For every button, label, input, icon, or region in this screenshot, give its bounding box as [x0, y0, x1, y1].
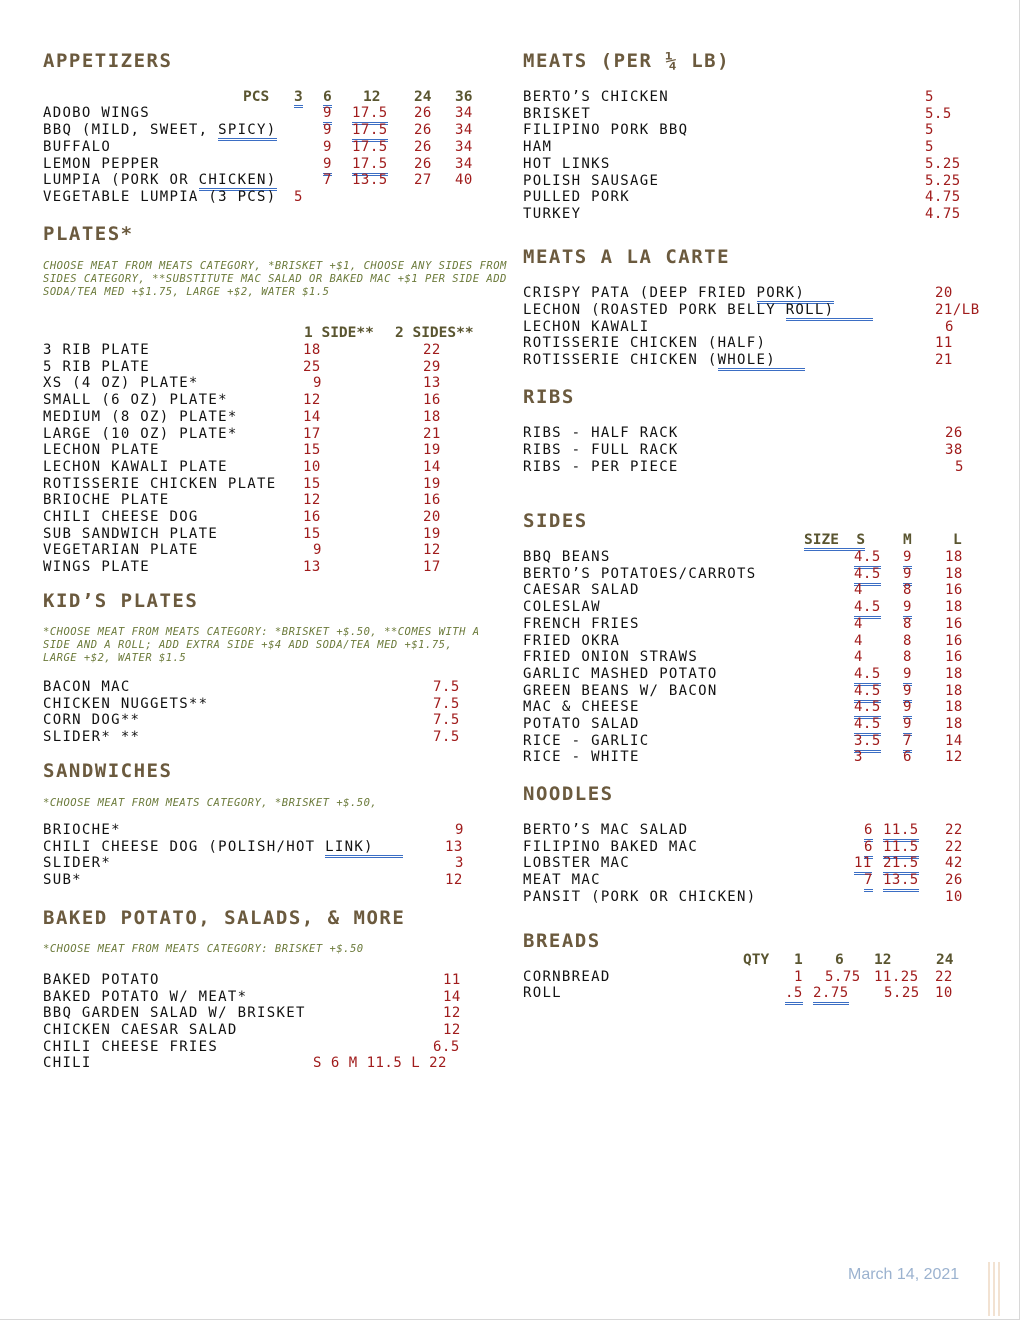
item-name: CAESAR SALAD	[523, 582, 640, 599]
price: 13	[303, 559, 321, 576]
item-name: FRIED OKRA	[523, 632, 621, 649]
price: 5	[294, 189, 303, 205]
kids-heading: KID’S PLATES	[43, 590, 199, 612]
price: 16	[945, 632, 963, 649]
item-name: RIBS - HALF RACK	[523, 425, 679, 441]
price: 9	[323, 105, 332, 125]
price: 12	[445, 872, 463, 888]
price: 29	[423, 358, 441, 375]
item-name: RICE - WHITE	[523, 749, 640, 766]
price: 4.5	[854, 699, 881, 719]
price: 16	[303, 509, 321, 525]
price: 9	[455, 822, 464, 838]
sides-col-s: S	[856, 532, 866, 548]
price: 9	[903, 549, 912, 569]
price: 4.5	[854, 599, 881, 619]
price: 7.5	[433, 729, 460, 746]
item-name: POLISH SAUSAGE	[523, 172, 660, 189]
price: 18	[945, 665, 963, 682]
price: 12	[423, 542, 441, 559]
price: 19	[423, 525, 441, 542]
appetizers-col-36: 36	[455, 89, 473, 105]
price: 26	[414, 156, 432, 172]
sides-size-label: SIZE	[804, 532, 839, 548]
item-name: SLIDER* **	[43, 729, 141, 746]
price: 11	[935, 335, 953, 351]
item-name: BERTO’S MAC SALAD	[523, 822, 689, 838]
item-name: CHILI CHEESE DOG	[43, 509, 199, 525]
price: 34	[455, 105, 473, 121]
price: 17	[423, 559, 441, 576]
price: 10	[945, 888, 963, 905]
margin-rule	[998, 1262, 1000, 1316]
item-name: ROTISSERIE CHICKEN (WHOLE)	[523, 352, 805, 369]
price: 26	[945, 425, 963, 441]
price: 5.25	[925, 172, 961, 189]
price: .5	[785, 985, 803, 1005]
price: 2.75	[813, 985, 849, 1005]
price: 8	[903, 615, 912, 632]
appetizers-pcs-header: PCS	[243, 89, 270, 105]
price: 7	[903, 733, 912, 753]
price: 20	[423, 509, 441, 525]
price: 14	[303, 408, 321, 425]
price: 11.25	[874, 969, 919, 985]
item-name: WINGS PLATE	[43, 559, 151, 576]
item-name: BACON MAC	[43, 679, 131, 695]
item-name: BBQ GARDEN SALAD W/ BRISKET	[43, 1005, 306, 1022]
item-name: BUFFALO	[43, 139, 112, 155]
price: 12	[443, 1005, 461, 1022]
item-name: CORNBREAD	[523, 969, 611, 985]
price: 9	[903, 666, 912, 686]
kids-note: *CHOOSE MEAT FROM MEATS CATEGORY: *BRISKET +$.50, **COMES WITH A SIDE AND A ROLL; ADD EXTRA SIDE +$4 ADD SODA/TEA MED +$1.75, LARGE +$2, WATER $1.5	[43, 626, 480, 664]
item-name: MEDIUM (8 OZ) PLATE*	[43, 408, 238, 425]
price: 6	[864, 839, 873, 859]
price: 5	[955, 459, 964, 475]
breads-qty-header: QTY	[743, 952, 770, 968]
item-name: FILIPINO PORK BBQ	[523, 122, 689, 139]
item-name: VEGETABLE LUMPIA (3 PCS)	[43, 189, 277, 205]
item-name: LECHON KAWALI PLATE	[43, 458, 228, 475]
plates-col-2-sides: 2 SIDES**	[395, 325, 474, 341]
price: 4	[854, 582, 863, 599]
item-name: 3 RIB PLATE	[43, 342, 151, 358]
price: 19	[423, 442, 441, 459]
sandwiches-note: *CHOOSE MEAT FROM MEATS CATEGORY, *BRISKET +$.50,	[43, 797, 378, 809]
price: 21/LB	[935, 302, 980, 318]
price: 9	[903, 699, 912, 719]
price: 9	[903, 716, 912, 736]
price: 12	[303, 392, 321, 409]
item-name: BRIOCHE*	[43, 822, 121, 838]
item-name: FILIPINO BAKED MAC	[523, 838, 699, 855]
item-name: CHICKEN CAESAR SALAD	[43, 1022, 238, 1039]
price: 15	[303, 475, 321, 492]
item-name: PANSIT (PORK OR CHICKEN)	[523, 888, 757, 905]
price: 16	[945, 649, 963, 666]
price: 22	[423, 342, 441, 358]
price: 11	[854, 855, 872, 875]
item-name: LEMON PEPPER	[43, 156, 160, 172]
price: 12	[303, 492, 321, 509]
price: 34	[455, 122, 473, 138]
item-name: ADOBO WINGS	[43, 105, 151, 121]
item-name: LECHON (ROASTED PORK BELLY ROLL)	[523, 302, 873, 319]
item-name: POTATO SALAD	[523, 716, 640, 732]
price: 16	[423, 392, 441, 409]
item-name: BBQ BEANS	[523, 549, 611, 565]
price: 9	[323, 139, 332, 155]
price: 4.5	[854, 549, 881, 569]
price: 12	[443, 1022, 461, 1039]
appetizers-heading: APPETIZERS	[43, 50, 173, 72]
item-name: COLESLAW	[523, 599, 601, 616]
breads-heading: BREADS	[523, 930, 601, 952]
item-name: VEGETARIAN PLATE	[43, 542, 199, 559]
price: 11	[443, 972, 461, 988]
price: 13.5	[352, 172, 388, 188]
price: 22	[945, 822, 963, 838]
price: 3	[854, 749, 863, 766]
item-name: ROTISSERIE CHICKEN (HALF)	[523, 335, 767, 351]
price: 5	[925, 122, 934, 139]
price: 17.5	[352, 105, 388, 125]
price: 5.25	[884, 985, 920, 1001]
item-name: RIBS - PER PIECE	[523, 459, 679, 475]
item-name: MEAT MAC	[523, 872, 601, 889]
price: 8	[903, 649, 912, 666]
price: 7	[323, 172, 332, 188]
price: 3	[455, 855, 464, 871]
price: 8	[903, 632, 912, 649]
price: 22	[935, 969, 953, 985]
price: 8	[903, 582, 912, 599]
item-name: CRISPY PATA (DEEP FRIED PORK)	[523, 285, 834, 302]
item-name: 5 RIB PLATE	[43, 358, 151, 375]
price: 15	[303, 525, 321, 542]
carte-heading: MEATS A LA CARTE	[523, 246, 731, 268]
item-name: SMALL (6 OZ) PLATE*	[43, 392, 228, 409]
item-name: LOBSTER MAC	[523, 855, 631, 872]
item-name: MAC & CHEESE	[523, 699, 640, 716]
price: 18	[945, 699, 963, 716]
price: 18	[945, 599, 963, 616]
price: 22	[945, 838, 963, 855]
item-name: BRISKET	[523, 105, 592, 122]
price: 4	[854, 632, 863, 649]
item-name: CHILI	[43, 1055, 92, 1071]
price: 10	[303, 458, 321, 475]
price: 25	[303, 358, 321, 375]
noodles-heading: NOODLES	[523, 783, 614, 805]
price: 13	[423, 375, 441, 392]
price: 26	[414, 122, 432, 138]
price: 38	[945, 442, 963, 458]
price: 34	[455, 139, 473, 155]
appetizers-col-6: 6	[323, 89, 332, 108]
price: 26	[414, 139, 432, 155]
item-name: CHICKEN NUGGETS**	[43, 695, 209, 712]
price: 21	[935, 352, 953, 368]
price: 4	[854, 649, 863, 666]
price: 4.75	[925, 205, 961, 222]
price: 17.5	[352, 122, 388, 142]
item-name: FRENCH FRIES	[523, 615, 640, 632]
breads-col-6: 6	[835, 952, 844, 968]
price: 10	[935, 985, 953, 1001]
sides-col-l: L	[953, 532, 962, 548]
price: 13.5	[883, 872, 919, 892]
item-name: SLIDER*	[43, 855, 112, 871]
price: 6	[945, 319, 954, 335]
item-name: CHILI CHEESE FRIES	[43, 1038, 219, 1055]
price: 21	[423, 425, 441, 442]
price: 4.75	[925, 189, 961, 206]
price: 5	[925, 89, 934, 105]
item-name: BBQ (MILD, SWEET, SPICY)	[43, 122, 277, 139]
item-name: ROTISSERIE CHICKEN PLATE	[43, 475, 277, 492]
price: 14	[423, 458, 441, 475]
item-name: LECHON PLATE	[43, 442, 160, 459]
price: 18	[945, 716, 963, 732]
price: 5.25	[925, 155, 961, 172]
price: 17	[303, 425, 321, 442]
item-name: BRIOCHE PLATE	[43, 492, 170, 509]
price: 16	[945, 615, 963, 632]
price: 4.5	[854, 566, 881, 586]
margin-rule	[988, 1262, 990, 1316]
price: 4.5	[854, 716, 881, 736]
price: 5.5	[925, 105, 952, 122]
price: 18	[303, 342, 321, 358]
price: 6	[864, 822, 873, 842]
price: 12	[945, 749, 963, 766]
price: 11.5	[883, 822, 919, 842]
item-name: CORN DOG**	[43, 712, 141, 729]
item-name: BERTO’S CHICKEN	[523, 89, 669, 105]
baked-heading: BAKED POTATO, SALADS, & MORE	[43, 907, 406, 929]
item-name: SUB SANDWICH PLATE	[43, 525, 219, 542]
meats-heading: MEATS (PER ¼ LB)	[523, 50, 731, 72]
item-name: ROLL	[523, 985, 562, 1001]
appetizers-col-24: 24	[414, 89, 432, 105]
item-name: PULLED PORK	[523, 189, 631, 206]
item-name: LECHON KAWALI	[523, 319, 650, 335]
price: 15	[303, 442, 321, 459]
footer-date: March 14, 2021	[848, 1266, 960, 1283]
chili-sizes: S 6 M 11.5 L 22	[313, 1055, 447, 1071]
sides-col-m: M	[903, 532, 912, 548]
item-name: HAM	[523, 139, 553, 156]
appetizers-col-3: 3	[294, 89, 303, 108]
item-name: XS (4 OZ) PLATE*	[43, 375, 199, 392]
price: 20	[935, 285, 953, 301]
item-name: RICE - GARLIC	[523, 732, 650, 749]
item-name: FRIED ONION STRAWS	[523, 649, 699, 666]
breads-col-1: 1	[794, 952, 803, 968]
price: 9	[313, 375, 322, 392]
item-name: TURKEY	[523, 205, 582, 222]
price: 5	[925, 139, 934, 156]
price: 7.5	[433, 695, 460, 712]
price: 7	[864, 872, 873, 892]
price: 19	[423, 475, 441, 492]
price: 34	[455, 156, 473, 172]
price: 4	[854, 615, 863, 632]
price: 3.5	[854, 733, 881, 753]
sides-heading: SIDES	[523, 510, 588, 532]
item-name: LUMPIA (PORK OR CHICKEN)	[43, 172, 277, 189]
price: 9	[323, 122, 332, 138]
price: 9	[323, 156, 332, 176]
price: 4.5	[854, 666, 881, 686]
price: 21.5	[883, 855, 919, 875]
sandwiches-heading: SANDWICHES	[43, 760, 173, 782]
price: 17.5	[352, 139, 388, 155]
price: 13	[445, 839, 463, 855]
price: 42	[945, 855, 963, 872]
breads-col-12: 12	[874, 952, 892, 968]
price: 18	[945, 549, 963, 565]
price: 1	[794, 969, 803, 985]
item-name: BAKED POTATO W/ MEAT*	[43, 988, 248, 1005]
price: 9	[903, 599, 912, 619]
price: 16	[945, 582, 963, 599]
price: 17.5	[352, 156, 388, 176]
price: 18	[423, 408, 441, 425]
price: 11.5	[883, 839, 919, 859]
item-name: GREEN BEANS W/ BACON	[523, 682, 718, 699]
plates-heading: PLATES*	[43, 223, 134, 245]
item-name: GARLIC MASHED POTATO	[523, 665, 718, 682]
item-name: CHILI CHEESE DOG (POLISH/HOT LINK)	[43, 839, 403, 856]
price: 16	[423, 492, 441, 509]
item-name: HOT LINKS	[523, 155, 611, 172]
price: 7.5	[433, 679, 460, 695]
item-name: RIBS - FULL RACK	[523, 442, 679, 458]
price: 27	[414, 172, 432, 188]
item-name: LARGE (10 OZ) PLATE*	[43, 425, 238, 442]
price: 26	[414, 105, 432, 121]
price: 6	[903, 749, 912, 766]
baked-note: *CHOOSE MEAT FROM MEATS CATEGORY: BRISKET +$.50	[43, 943, 364, 955]
ribs-heading: RIBS	[523, 386, 575, 408]
margin-rule	[993, 1262, 995, 1316]
item-name: BERTO’S POTATOES/CARROTS	[523, 565, 757, 582]
price: 9	[903, 566, 912, 586]
price: 4.5	[854, 683, 881, 703]
plates-col-1-side: 1 SIDE**	[304, 325, 374, 341]
price: 14	[945, 732, 963, 749]
price: 9	[903, 683, 912, 703]
price: 5.75	[825, 969, 861, 985]
price: 6.5	[433, 1038, 460, 1055]
price: 40	[455, 172, 473, 188]
item-name: BAKED POTATO	[43, 972, 160, 988]
price: 18	[945, 565, 963, 582]
price: 18	[945, 682, 963, 699]
price: 26	[945, 872, 963, 889]
item-name: SUB*	[43, 872, 82, 888]
appetizers-col-12: 12	[363, 89, 381, 105]
price: 14	[443, 988, 461, 1005]
breads-col-24: 24	[936, 952, 954, 968]
price: 7.5	[433, 712, 460, 729]
price: 9	[313, 542, 322, 559]
plates-note: CHOOSE MEAT FROM MEATS CATEGORY, *BRISKET +$1, CHOOSE ANY SIDES FROM SIDES CATEGORY, **SUBSTITUTE MAC SALAD OR BAKED MAC +$1 PER SIDE ADD SODA/TEA MED +$1.75, LARGE +$2, WATER $1.5	[43, 260, 507, 298]
